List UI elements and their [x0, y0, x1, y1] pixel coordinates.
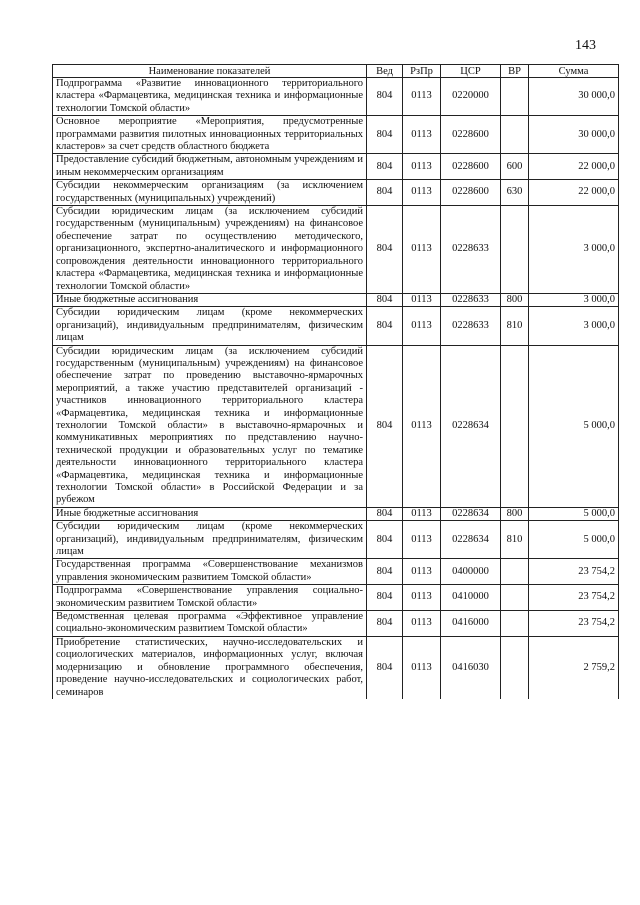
table-row: [53, 206, 619, 294]
cell-vr: [501, 206, 529, 294]
cell-csr: 0228633: [441, 293, 501, 306]
table-row: [53, 78, 619, 116]
cell-vr: 800: [501, 507, 529, 520]
table-row: [53, 507, 619, 520]
cell-vr: [501, 585, 529, 611]
cell-rzpr: 0113: [403, 521, 441, 559]
cell-rzpr: 0113: [403, 293, 441, 306]
cell-rzpr: 0113: [403, 78, 441, 116]
cell-ved: 804: [367, 78, 403, 116]
table-row: [53, 559, 619, 585]
cell-name: Субсидии юридическим лицам (за исключением субсидий государственным (муниципальным) учреждениям) на финансовое обеспечение затрат по осуществлению методического, организационного, экспертно-аналитического и информационного сопровождения деятельности инновационного территориального кластера «Фармацевтика, медицинская техника и информационные технологии Томской области»: [53, 206, 367, 294]
cell-rzpr: 0113: [403, 559, 441, 585]
cell-name: Субсидии юридическим лицам (кроме некоммерческих организаций), индивидуальным предпринимателям, физическим лицам: [53, 521, 367, 559]
cell-rzpr: 0113: [403, 206, 441, 294]
cell-csr: 0416030: [441, 636, 501, 699]
cell-ved: 804: [367, 585, 403, 611]
cell-name: Приобретение статистических, научно-исследовательских и социологических материалов, информационных услуг, включая модернизацию и обновление программного обеспечения, проведение научно-исследовательских и социологических работ, семинаров: [53, 636, 367, 699]
cell-csr: 0410000: [441, 585, 501, 611]
cell-ved: 804: [367, 507, 403, 520]
cell-rzpr: 0113: [403, 345, 441, 507]
cell-vr: [501, 116, 529, 154]
cell-vr: 810: [501, 521, 529, 559]
table-row: [53, 180, 619, 206]
cell-sum: 5 000,0: [529, 521, 619, 559]
cell-csr: 0228633: [441, 307, 501, 345]
cell-sum: 23 754,2: [529, 611, 619, 637]
column-header-rzpr: РзПр: [403, 65, 441, 78]
cell-vr: [501, 559, 529, 585]
cell-rzpr: 0113: [403, 116, 441, 154]
column-header-ved: Вед: [367, 65, 403, 78]
column-header-vr: ВР: [501, 65, 529, 78]
cell-rzpr: 0113: [403, 636, 441, 699]
cell-sum: 23 754,2: [529, 585, 619, 611]
cell-sum: 2 759,2: [529, 636, 619, 699]
cell-ved: 804: [367, 206, 403, 294]
cell-vr: [501, 78, 529, 116]
cell-name: Иные бюджетные ассигнования: [53, 293, 367, 306]
cell-vr: 600: [501, 154, 529, 180]
cell-name: Подпрограмма «Развитие инновационного территориального кластера «Фармацевтика, медицинская техника и информационные технологии Томской области»: [53, 78, 367, 116]
cell-name: Подпрограмма «Совершенствование управления социально-экономическим развитием Томской области»: [53, 585, 367, 611]
column-header-name: Наименование показателей: [53, 65, 367, 78]
cell-sum: 30 000,0: [529, 116, 619, 154]
cell-vr: [501, 636, 529, 699]
cell-csr: 0416000: [441, 611, 501, 637]
cell-ved: 804: [367, 611, 403, 637]
cell-csr: 0400000: [441, 559, 501, 585]
page-number: 143: [575, 38, 596, 53]
cell-rzpr: 0113: [403, 154, 441, 180]
cell-rzpr: 0113: [403, 585, 441, 611]
cell-sum: 5 000,0: [529, 507, 619, 520]
cell-name: Субсидии юридическим лицам (кроме некоммерческих организаций), индивидуальным предпринимателям, физическим лицам: [53, 307, 367, 345]
cell-vr: 800: [501, 293, 529, 306]
cell-ved: 804: [367, 345, 403, 507]
cell-name: Иные бюджетные ассигнования: [53, 507, 367, 520]
cell-vr: 810: [501, 307, 529, 345]
table-row: [53, 521, 619, 559]
cell-name: Основное мероприятие «Мероприятия, предусмотренные программами развития пилотных инновационных территориальных кластеров» за счет средств областного бюджета: [53, 116, 367, 154]
cell-csr: 0228634: [441, 521, 501, 559]
cell-csr: 0228634: [441, 345, 501, 507]
table-row: [53, 154, 619, 180]
cell-name: Государственная программа «Совершенствование механизмов управления экономическим развитием Томской области»: [53, 559, 367, 585]
cell-name: Субсидии юридическим лицам (за исключением субсидий государственным (муниципальным) учреждениям) на финансовое обеспечение затрат по проведению выставочно-ярмарочных мероприятий, а также участию представителей организаций - участников инновационного территориального кластера «Фармацевтика, медицинская техника и информационные технологии Томской области» в выставочно-ярмарочных и коммуникативных мероприятиях по представлению научно-технической продукции и образовательных услуг по тематике деятельности инновационного территориального кластера «Фармацевтика, медицинская техника и информационные технологии Томской области» в Российской Федерации и за рубежом: [53, 345, 367, 507]
column-header-sum: Сумма: [529, 65, 619, 78]
cell-csr: 0228600: [441, 116, 501, 154]
cell-rzpr: 0113: [403, 611, 441, 637]
cell-ved: 804: [367, 116, 403, 154]
cell-sum: 3 000,0: [529, 206, 619, 294]
column-header-csr: ЦСР: [441, 65, 501, 78]
table-row: [53, 307, 619, 345]
cell-csr: 0228633: [441, 206, 501, 294]
table-row: [53, 611, 619, 637]
cell-sum: 22 000,0: [529, 180, 619, 206]
cell-sum: 30 000,0: [529, 78, 619, 116]
cell-name: Субсидии некоммерческим организациям (за исключением государственных (муниципальных) учреждений): [53, 180, 367, 206]
table-row: [53, 345, 619, 507]
cell-name: Предоставление субсидий бюджетным, автономным учреждениям и иным некоммерческим организациям: [53, 154, 367, 180]
cell-csr: 0228600: [441, 180, 501, 206]
cell-csr: 0228634: [441, 507, 501, 520]
table-row: [53, 636, 619, 699]
cell-csr: 0228600: [441, 154, 501, 180]
cell-sum: 3 000,0: [529, 307, 619, 345]
cell-vr: 630: [501, 180, 529, 206]
cell-ved: 804: [367, 307, 403, 345]
cell-sum: 22 000,0: [529, 154, 619, 180]
table-row: [53, 585, 619, 611]
budget-table: [52, 64, 619, 699]
cell-vr: [501, 345, 529, 507]
table-header-row: [53, 65, 619, 78]
cell-rzpr: 0113: [403, 507, 441, 520]
cell-ved: 804: [367, 559, 403, 585]
cell-ved: 804: [367, 293, 403, 306]
cell-name: Ведомственная целевая программа «Эффективное управление социально-экономическим развитием Томской области»: [53, 611, 367, 637]
cell-sum: 23 754,2: [529, 559, 619, 585]
cell-sum: 3 000,0: [529, 293, 619, 306]
cell-ved: 804: [367, 636, 403, 699]
table-row: [53, 293, 619, 306]
cell-ved: 804: [367, 521, 403, 559]
cell-ved: 804: [367, 180, 403, 206]
cell-vr: [501, 611, 529, 637]
table-row: [53, 116, 619, 154]
cell-rzpr: 0113: [403, 307, 441, 345]
cell-ved: 804: [367, 154, 403, 180]
cell-csr: 0220000: [441, 78, 501, 116]
cell-sum: 5 000,0: [529, 345, 619, 507]
cell-rzpr: 0113: [403, 180, 441, 206]
